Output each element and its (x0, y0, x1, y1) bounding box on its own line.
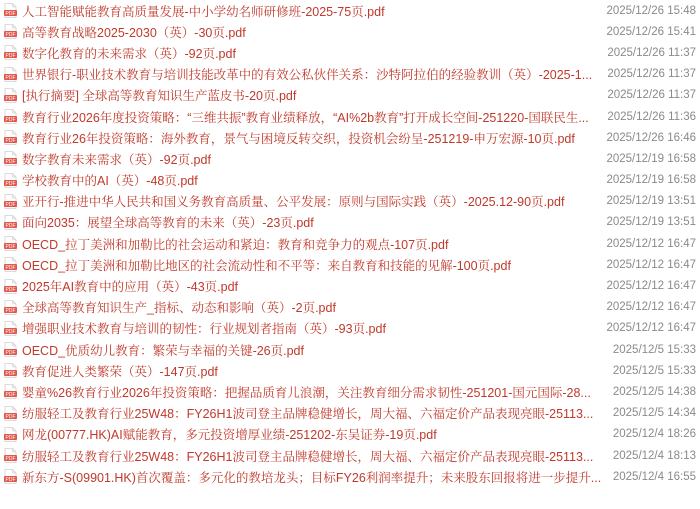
pdf-file-icon (4, 88, 17, 103)
file-name: OECD_优质幼儿教育：繁荣与幸福的关键-26页.pdf (22, 343, 304, 358)
file-name: 亚开行-推进中华人民共和国义务教育高质量、公平发展：原则与国际实践（英）-2025.12-90页.pdf (22, 195, 565, 210)
file-name: 世界银行-职业技术教育与培训技能改革中的有效公私伙伴关系：沙特阿拉伯的经验教训（英）-2025-1... (22, 68, 593, 83)
pdf-file-icon (4, 300, 17, 315)
file-name: 新东方-S(09901.HK)首次覆盖：多元化的教培龙头；目标FY26利润率提升；未来股东回报将进一步提升... (22, 470, 602, 485)
file-modified-date: 2025/12/5 14:38 (612, 385, 696, 398)
file-row[interactable] (0, 127, 700, 148)
file-modified-date: 2025/12/12 16:47 (606, 322, 696, 335)
svg-text:PDF: PDF (5, 413, 16, 420)
pdf-file-icon (4, 109, 17, 124)
file-name: OECD_拉丁美洲和加勒比地区的社会流动性和不平等：来自教育和技能的见解-100页.pdf (22, 258, 511, 273)
file-row[interactable] (0, 254, 700, 275)
file-modified-date: 2025/12/5 15:33 (612, 343, 696, 356)
svg-text:PDF: PDF (5, 392, 16, 399)
file-modified-date: 2025/12/19 16:58 (606, 174, 696, 187)
file-row[interactable] (0, 339, 700, 360)
file-row[interactable] (0, 64, 700, 85)
file-name: OECD_拉丁美洲和加勒比的社会运动和紧迫：教育和竞争力的观点-107页.pdf (22, 237, 449, 252)
file-modified-date: 2025/12/26 15:48 (606, 4, 696, 17)
pdf-file-icon (4, 427, 17, 442)
file-modified-date: 2025/12/26 11:37 (607, 68, 696, 81)
file-row[interactable] (0, 424, 700, 445)
file-modified-date: 2025/12/19 13:51 (606, 195, 696, 208)
file-name: 全球高等教育知识生产_指标、动态和影响（英）-2页.pdf (22, 301, 336, 316)
file-name: 面向2035：展望全球高等教育的未来（英）-23页.pdf (22, 216, 314, 231)
file-modified-date: 2025/12/19 13:51 (606, 216, 696, 229)
pdf-file-icon (4, 448, 17, 463)
file-modified-date: 2025/12/12 16:47 (606, 280, 696, 293)
pdf-file-icon (4, 173, 17, 188)
svg-text:PDF: PDF (5, 201, 16, 208)
pdf-file-icon (4, 321, 17, 336)
pdf-file-icon (4, 215, 17, 230)
svg-text:PDF: PDF (5, 32, 16, 39)
pdf-file-icon (4, 279, 17, 294)
pdf-file-icon (4, 24, 17, 39)
file-modified-date: 2025/12/12 16:47 (606, 301, 696, 314)
file-modified-date: 2025/12/12 16:47 (606, 258, 696, 271)
file-name: 高等教育战略2025-2030（英）-30页.pdf (22, 25, 246, 40)
pdf-file-icon (4, 130, 17, 145)
file-row[interactable] (0, 445, 700, 466)
file-row[interactable] (0, 360, 700, 381)
svg-text:PDF: PDF (5, 371, 16, 378)
file-name: 数字化教育的未来需求（英）-92页.pdf (22, 46, 236, 61)
file-name: 纺服轻工及教育行业25W48：FY26H1波司登主品牌稳健增长，周大福、六福定价产品表现亮眼-25113... (22, 449, 594, 464)
pdf-file-icon (4, 194, 17, 209)
file-modified-date: 2025/12/26 11:37 (607, 46, 696, 59)
file-name: 学校教育中的AI（英）-48页.pdf (22, 174, 198, 189)
svg-text:PDF: PDF (5, 455, 16, 462)
file-modified-date: 2025/12/19 16:58 (606, 152, 696, 165)
file-row[interactable] (0, 275, 700, 296)
svg-text:PDF: PDF (5, 116, 16, 123)
file-name: 数字教育未来需求（英）-92页.pdf (22, 152, 211, 167)
file-row[interactable] (0, 466, 700, 487)
svg-text:PDF: PDF (5, 222, 16, 229)
file-row[interactable] (0, 233, 700, 254)
file-modified-date: 2025/12/26 16:46 (606, 131, 696, 144)
file-modified-date: 2025/12/12 16:47 (606, 237, 696, 250)
svg-text:PDF: PDF (5, 74, 16, 81)
file-name: 教育行业2026年度投资策略：“三维共振”教育业绩释放，“AI%2b教育”打开成长空间-251220-国联民生... (22, 110, 589, 125)
file-row[interactable] (0, 85, 700, 106)
file-name: 网龙(00777.HK)AI赋能教育，多元投资增厚业绩-251202-东吴证券-19页.pdf (22, 428, 437, 443)
file-row[interactable] (0, 21, 700, 42)
pdf-file-icon (4, 67, 17, 82)
svg-text:PDF: PDF (5, 477, 16, 484)
file-name: 教育促进人类繁荣（英）-147页.pdf (22, 364, 218, 379)
pdf-file-icon (4, 363, 17, 378)
file-name: 婴童%26教育行业2026年投资策略：把握品质育儿浪潮，关注教育细分需求韧性-251201-国元国际-28... (22, 385, 591, 400)
svg-text:PDF: PDF (5, 349, 16, 356)
file-modified-date: 2025/12/26 11:36 (607, 110, 696, 123)
pdf-file-icon (4, 257, 17, 272)
file-name: 教育行业26年投资策略：海外教育，景气与困境反转交织，投资机会纷呈-251219-申万宏源-10页.pdf (22, 131, 575, 146)
file-row[interactable] (0, 148, 700, 169)
svg-text:PDF: PDF (5, 286, 16, 293)
svg-text:PDF: PDF (5, 243, 16, 250)
file-row[interactable] (0, 42, 700, 63)
pdf-file-icon (4, 151, 17, 166)
file-name: 纺服轻工及教育行业25W48：FY26H1波司登主品牌稳健增长，周大福、六福定价产品表现亮眼-25113... (22, 407, 594, 422)
svg-text:PDF: PDF (5, 138, 16, 145)
svg-text:PDF: PDF (5, 434, 16, 441)
file-modified-date: 2025/12/26 11:37 (607, 89, 696, 102)
file-row[interactable] (0, 381, 700, 402)
file-name: 人工智能赋能教育高质量发展-中小学幼名师研修班-2025-75页.pdf (22, 4, 385, 19)
svg-text:PDF: PDF (5, 328, 16, 335)
file-row[interactable] (0, 191, 700, 212)
svg-text:PDF: PDF (5, 95, 16, 102)
svg-text:PDF: PDF (5, 159, 16, 166)
svg-text:PDF: PDF (5, 53, 16, 60)
file-row[interactable] (0, 212, 700, 233)
pdf-file-icon (4, 469, 17, 484)
pdf-file-icon (4, 236, 17, 251)
file-modified-date: 2025/12/26 15:41 (606, 25, 696, 38)
file-modified-date: 2025/12/5 14:34 (612, 407, 696, 420)
file-name: 增强职业技术教育与培训的韧性：行业规划者指南（英）-93页.pdf (22, 322, 386, 337)
file-name: 2025年AI教育中的应用（英）-43页.pdf (22, 280, 239, 295)
file-modified-date: 2025/12/4 16:55 (612, 470, 696, 483)
file-row[interactable] (0, 170, 700, 191)
pdf-file-icon (4, 342, 17, 357)
file-modified-date: 2025/12/5 15:33 (612, 364, 696, 377)
file-row[interactable] (0, 318, 700, 339)
file-row[interactable] (0, 297, 700, 318)
file-row[interactable] (0, 403, 700, 424)
pdf-file-icon (4, 406, 17, 421)
svg-text:PDF: PDF (5, 265, 16, 272)
file-name: [执行摘要] 全球高等教育知识生产蓝皮书-20页.pdf (22, 89, 297, 104)
pdf-file-icon (4, 45, 17, 60)
pdf-file-icon (4, 384, 17, 399)
svg-text:PDF: PDF (5, 10, 16, 17)
file-row[interactable] (0, 0, 700, 21)
pdf-file-icon (4, 3, 17, 18)
file-row[interactable] (0, 106, 700, 127)
file-modified-date: 2025/12/4 18:26 (612, 428, 696, 441)
svg-text:PDF: PDF (5, 307, 16, 314)
file-modified-date: 2025/12/4 18:13 (612, 449, 696, 462)
svg-text:PDF: PDF (5, 180, 16, 187)
